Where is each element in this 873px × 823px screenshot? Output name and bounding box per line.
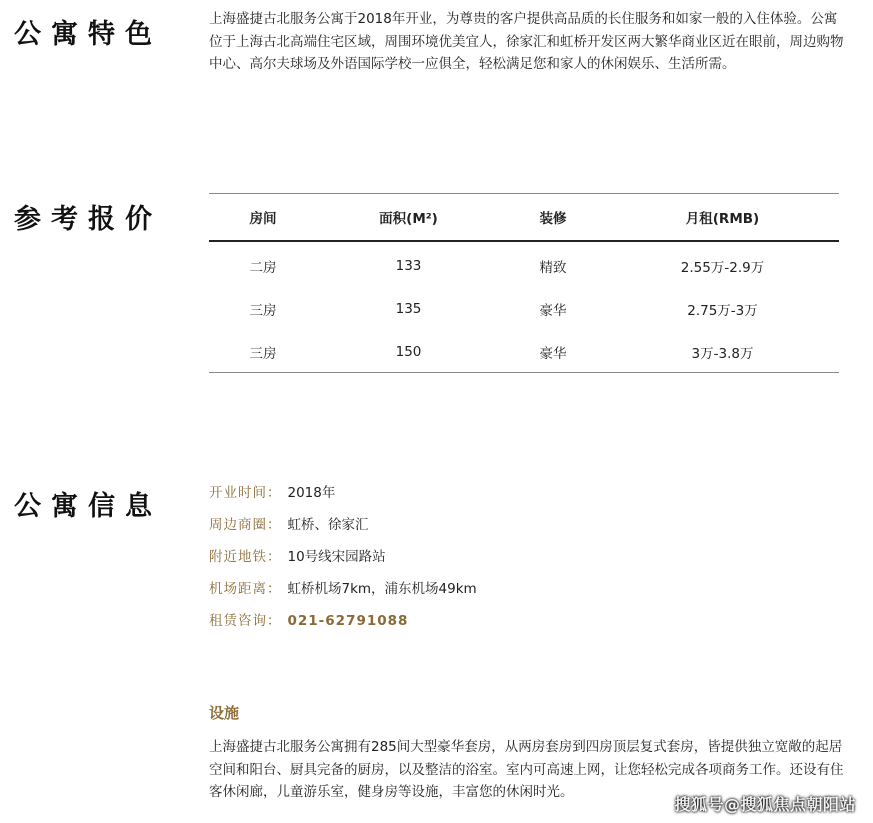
info-value: 2018年 (287, 485, 336, 501)
phone-number[interactable]: 021-62791088 (287, 613, 409, 629)
features-paragraph: 上海盛捷古北服务公寓于2018年开业，为尊贵的客户提供高品质的长住服务和如家一般的入住体验。公寓位于上海古北高端住宅区域，周围环境优美宜人，徐家汇和虹桥开发区两大繁华商业区近在眼前，周边购物中心、高尔夫球场及外语国际学校一应俱全，轻松满足您和家人的休闲娱乐、生活所需。 (209, 11, 844, 72)
table-row (209, 287, 839, 330)
info-row-business-district (209, 512, 477, 544)
cell-rent: 2.55万-2.9万 (680, 259, 765, 276)
pricing-heading: 参考报价 (14, 204, 162, 235)
price-table-header-row (209, 194, 839, 242)
features-heading: 公寓特色 (14, 19, 162, 50)
cell-room: 三房 (249, 345, 277, 362)
table-row (209, 241, 839, 287)
cell-area: 135 (395, 300, 422, 317)
cell-rent: 3万-3.8万 (691, 345, 754, 362)
price-table (209, 193, 839, 375)
cell-area: 150 (395, 343, 422, 360)
info-list (209, 480, 477, 640)
info-value: 10号线宋园路站 (287, 549, 386, 565)
cell-decoration: 豪华 (539, 345, 567, 362)
info-row-airport (209, 576, 477, 608)
info-row-phone (209, 608, 477, 640)
table-row (209, 330, 839, 375)
info-label: 开业时间： (209, 485, 282, 501)
column-header-room: 房间 (249, 211, 277, 227)
info-label: 周边商圈： (209, 517, 282, 533)
info-value: 虹桥机场7km，浦东机场49km (287, 581, 477, 597)
info-heading: 公寓信息 (14, 491, 162, 522)
info-label: 附近地铁： (209, 549, 282, 565)
info-row-metro (209, 544, 477, 576)
cell-room: 二房 (249, 259, 277, 276)
cell-decoration: 豪华 (539, 302, 567, 319)
info-row-opening (209, 480, 477, 512)
info-label: 租赁咨询： (209, 613, 282, 629)
facilities-heading: 设施 (209, 704, 240, 722)
column-header-decoration: 装修 (539, 211, 567, 227)
cell-decoration: 精致 (539, 259, 567, 276)
info-value: 虹桥、徐家汇 (287, 517, 369, 533)
watermark: 搜狐号@搜狐焦点朝阳站 (674, 795, 856, 814)
column-header-rent: 月租(RMB) (685, 211, 760, 227)
facilities-paragraph: 上海盛捷古北服务公寓拥有285间大型豪华套房，从两房套房到四房顶层复式套房，皆提供独立宽敞的起居空间和阳台、厨具完备的厨房，以及整洁的浴室。室内可高速上网，让您轻松完成各项商务工作。还设有住客休闲廊，儿童游乐室，健身房等设施，丰富您的休闲时光。 (209, 739, 844, 800)
cell-rent: 2.75万-3万 (687, 302, 758, 319)
table-bottom-rule (209, 372, 839, 373)
cell-area: 133 (395, 257, 422, 274)
cell-room: 三房 (249, 302, 277, 319)
info-label: 机场距离： (209, 581, 282, 597)
column-header-area: 面积(M²) (379, 211, 438, 227)
